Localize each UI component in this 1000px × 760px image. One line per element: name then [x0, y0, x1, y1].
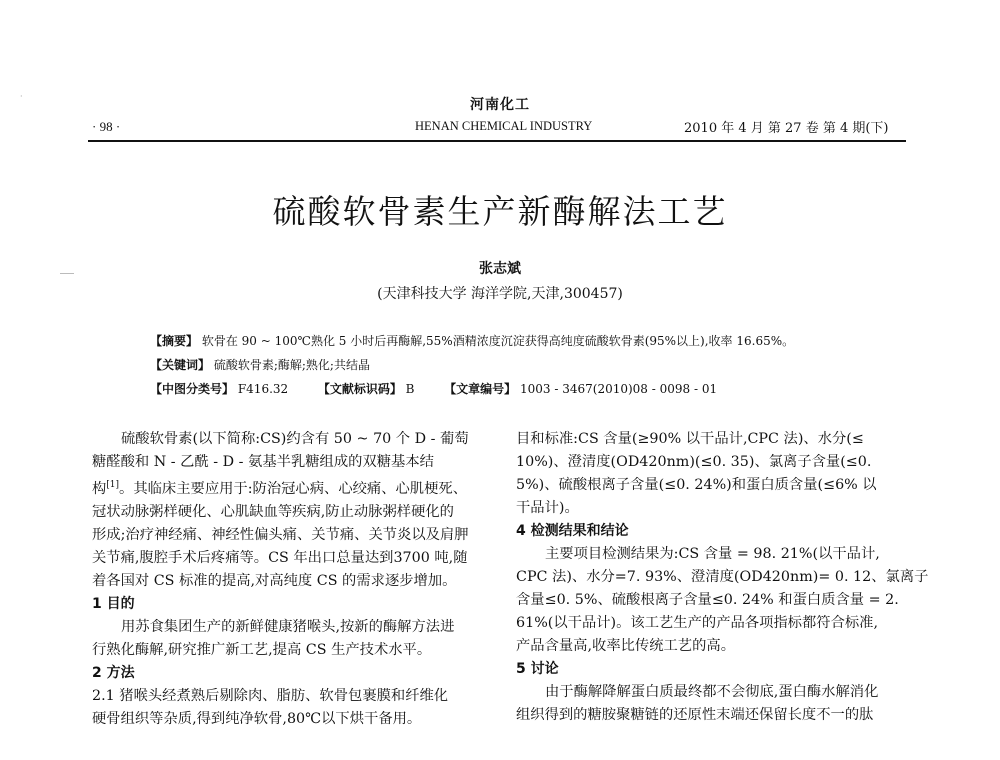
- section-4-line: CPC 法)、水分=7. 93%、澄清度(OD420nm)= 0. 12、氯离子: [516, 569, 929, 585]
- keywords-text: 硫酸软骨素;酶解;熟化;共结晶: [213, 358, 370, 372]
- article-title: 硫酸软骨素生产新酶解法工艺: [272, 192, 728, 231]
- intro-line: 关节痛,腹腔手术后疼痛等。CS 年出口总量达到3700 吨,随: [92, 549, 468, 566]
- right-column: [516, 428, 929, 727]
- criteria-line: 5%)、硫酸根离子含量(≤0. 24%)和蛋白质含量(≤6% 以: [516, 477, 877, 493]
- abstract: [150, 332, 794, 349]
- section-5-line: 由于酶解降解蛋白质最终都不会彻底,蛋白酶水解消化: [545, 684, 879, 700]
- page-number: · 98 ·: [92, 119, 121, 134]
- abstract-text: 软骨在 90 ~ 100℃熟化 5 小时后再酶解,55%酒精浓度沉淀获得高纯度硫酸软骨素(95%以上),收率 16.65%。: [201, 334, 795, 348]
- left-column: [92, 428, 492, 731]
- criteria-line: 目和标准:CS 含量(≥90% 以干品计,CPC 法)、水分(≤: [516, 431, 864, 447]
- clc-value: F416.32: [237, 382, 289, 396]
- journal-name-en: HENAN CHEMICAL INDUSTRY: [415, 119, 593, 133]
- classification: [150, 380, 717, 397]
- intro-line: 糖醛酸和 N - 乙酰 - D - 氨基半乳糖组成的双糖基本结: [92, 454, 434, 470]
- doc-code-value: B: [405, 382, 415, 396]
- intro-line: 形成;治疗神经痛、神经性偏头痛、关节痛、关节炎以及肩胛: [92, 526, 469, 543]
- criteria-line: 10%)、澄清度(OD420nm)(≤0. 35)、氯离子含量(≤0.: [516, 454, 872, 470]
- article-no-value: 1003 - 3467(2010)08 - 0098 - 01: [520, 382, 718, 396]
- intro-line: [92, 474, 492, 501]
- section-4-line: 产品含量高,收率比传统工艺的高。: [516, 638, 735, 654]
- article-no-label: 【文章编号】: [444, 382, 517, 396]
- citation-ref[interactable]: [1]: [106, 480, 120, 490]
- clc-label: 【中图分类号】: [150, 382, 235, 396]
- author: 张志斌: [479, 261, 521, 277]
- intro-line-rest: 。其临床主要应用于:防治冠心病、心绞痛、心肌梗死、: [119, 480, 467, 497]
- section-5-line: 组织得到的糖胺聚糖链的还原性末端还保留长度不一的肽: [516, 707, 874, 723]
- section-1-line: 行熟化酶解,研究推广新工艺,提高 CS 生产技术水平。: [92, 641, 432, 658]
- intro-line-start: 构: [92, 480, 107, 497]
- section-4-line: 61%(以干品计)。该工艺生产的产品各项指标都符合标准,: [516, 615, 879, 631]
- scan-speck: ·: [20, 92, 23, 101]
- intro-line: 硫酸软骨素(以下简称:CS)约含有 50 ~ 70 个 D - 葡萄: [121, 431, 469, 447]
- intro-line: 冠状动脉粥样硬化、心肌缺血等疾病,防止动脉粥样硬化的: [92, 503, 454, 520]
- section-2-1-line: 2.1 猪喉头经煮熟后剔除肉、脂肪、软骨包裹膜和纤维化: [92, 687, 449, 704]
- section-1-line: 用苏食集团生产的新鲜健康猪喉头,按新的酶解方法进: [121, 618, 455, 635]
- header-rule: [88, 140, 906, 142]
- section-2-1-line: 硬骨组织等杂质,得到纯净软骨,80℃以下烘干备用。: [92, 710, 422, 727]
- section-1-heading: 1 目的: [92, 595, 135, 612]
- intro-line: 着各国对 CS 标准的提高,对高纯度 CS 的需求逐步增加。: [92, 572, 457, 589]
- journal-name-cn: 河南化工: [470, 97, 530, 113]
- section-4-line: 主要项目检测结果为:CS 含量 = 98. 21%(以干品计,: [545, 546, 880, 562]
- section-5-heading: 5 讨论: [516, 661, 559, 677]
- affiliation: (天津科技大学 海洋学院,天津,300457): [377, 286, 623, 302]
- issue-info: 2010 年 4 月 第 27 卷 第 4 期(下): [684, 121, 889, 136]
- doc-code-label: 【文献标识码】: [317, 382, 402, 396]
- keywords-label: 【关键词】: [150, 358, 211, 372]
- keywords: [150, 356, 370, 373]
- abstract-label: 【摘要】: [150, 334, 199, 348]
- section-2-heading: 2 方法: [92, 664, 135, 681]
- criteria-line: 干品计)。: [516, 500, 579, 516]
- scan-line: [60, 273, 74, 274]
- section-4-line: 含量≤0. 5%、硫酸根离子含量≤0. 24% 和蛋白质含量 = 2.: [516, 592, 899, 608]
- section-4-heading: 4 检测结果和结论: [516, 523, 629, 539]
